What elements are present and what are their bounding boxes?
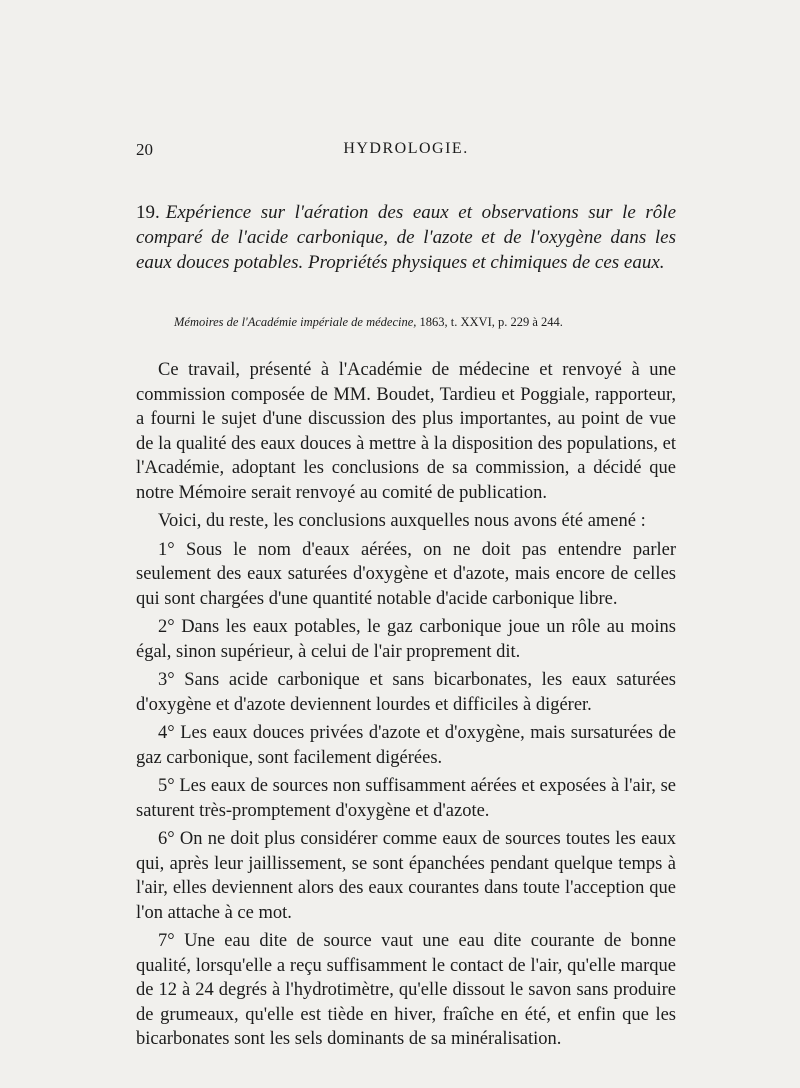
conclusion-item: 2° Dans les eaux potables, le gaz carbonique joue un rôle au moins égal, sinon supérieur, à celui de l'air proprement dit.: [136, 617, 676, 662]
conclusion-item: 4° Les eaux douces privées d'azote et d'oxygène, mais sursaturées de gaz carbonique, sont facilement digérées.: [136, 723, 676, 768]
conclusion-item: 1° Sous le nom d'eaux aérées, on ne doit pas entendre parler seulement des eaux saturées d'oxygène et d'azote, mais encore de celles qui sont chargées d'une quantité notable d'acide carbonique libre.: [136, 539, 676, 609]
page-number: 20: [136, 140, 153, 159]
entry-title-text: Expérience sur l'aération des eaux et observations sur le rôle comparé de l'acide carbonique, de l'azote et de l'oxygène dans les eaux douces potables. Propriétés physiques et chimiques de ces eaux.: [136, 202, 676, 273]
page-header: [136, 140, 676, 164]
entry-title: [136, 200, 676, 275]
conclusion-item: 3° Sans acide carbonique et sans bicarbonates, les eaux saturées d'oxygène et d'azote deviennent lourdes et difficiles à digérer.: [136, 670, 676, 715]
citation-source: Mémoires de l'Académie impériale de médecine,: [174, 315, 417, 329]
conclusion-item: 7° Une eau dite de source vaut une eau dite courante de bonne qualité, lorsqu'elle a reçu suffisamment le contact de l'air, qu'elle marque de 12 à 24 degrés à l'hydrotimètre, qu'elle dissout le savon sans produire de grumeaux, qu'elle est tiède en hiver, fraîche en été, et enfin que les bicarbonates sont les sels dominants de sa minéralisation.: [136, 931, 676, 1049]
citation-details: 1863, t. XXVI, p. 229 à 244.: [419, 315, 563, 329]
running-head: HYDROLOGIE.: [343, 140, 469, 157]
citation: [174, 314, 674, 330]
conclusion-item: 6° On ne doit plus considérer comme eaux de sources toutes les eaux qui, après leur jaillissement, se sont épanchées pendant quelque temps à l'air, elles deviennent alors des eaux courantes dans toute l'acception que l'on attache à ce mot.: [136, 829, 676, 923]
body-text: [136, 358, 676, 1056]
conclusion-item: 5° Les eaux de sources non suffisamment aérées et exposées à l'air, se saturent très-promptement d'oxygène et d'azote.: [136, 776, 676, 821]
paragraph: Voici, du reste, les conclusions auxquelles nous avons été amené :: [158, 511, 646, 531]
entry-number: 19.: [136, 202, 160, 223]
paragraph: Ce travail, présenté à l'Académie de médecine et renvoyé à une commission composée de MM. Boudet, Tardieu et Poggiale, rapporteur, a fourni le sujet d'une discussion des plus importantes, au point de vue de la qualité des eaux douces à mettre à la disposition des populations, et l'Académie, adoptant les conclusions de sa commission, a décidé que notre Mémoire serait renvoyé au comité de publication.: [136, 360, 676, 503]
